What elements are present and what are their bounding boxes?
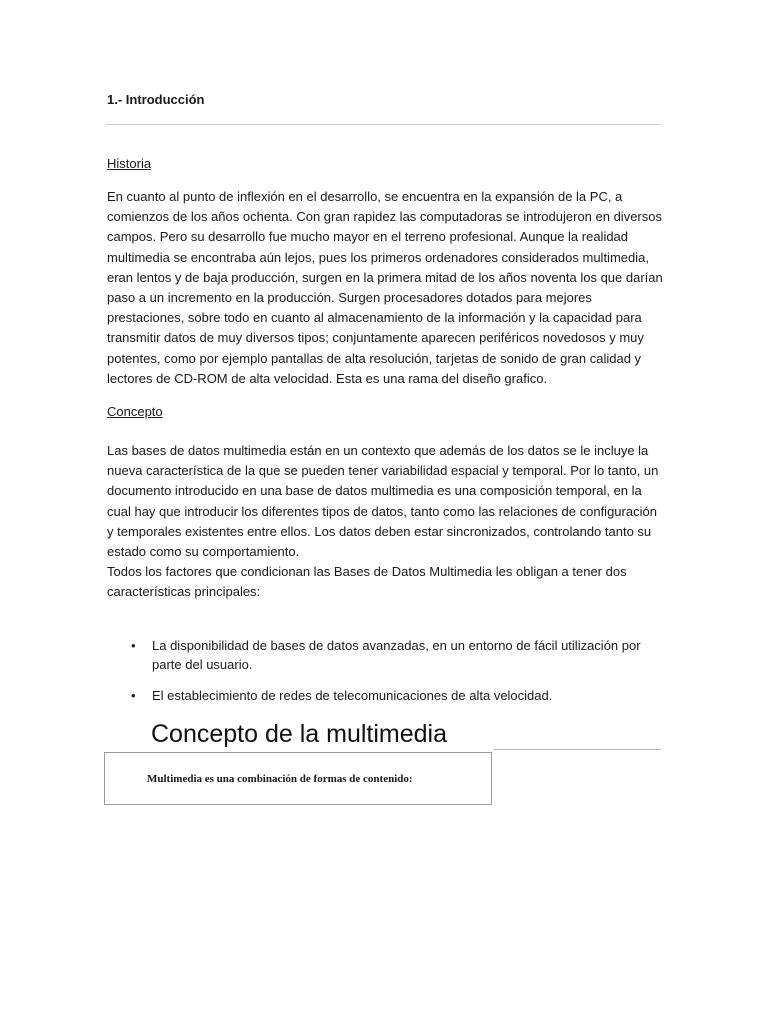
concepto-multimedia-heading: Concepto de la multimedia — [151, 720, 447, 748]
definition-text: Multimedia es una combinación de formas de contenido: — [147, 773, 413, 785]
concepto-paragraph-2: Todos los factores que condicionan las Bases de Datos Multimedia les obligan a tener dos características principales: — [107, 564, 627, 600]
section-divider — [106, 124, 661, 125]
section-title: 1.- Introducción — [107, 92, 205, 107]
concepto-heading: Concepto — [107, 404, 163, 419]
bullet-icon: • — [131, 688, 136, 703]
historia-paragraph: En cuanto al punto de inflexión en el desarrollo, se encuentra en la expansión de la PC, a comienzos de los años ochenta. Con gran rapidez las computadoras se introdujeron en diversos campos. Pero su desarrollo fue mucho mayor en el terreno profesional. Aunque la realidad multimedia se encontraba aún lejos, pues los primeros ordenadores considerados multimedia, eran lentos y de baja producción, surgen en la primera mitad de los años noventa los que darían paso a un incremento en la producción. Surgen procesadores dotados para mejores prestaciones, sobre todo en cuanto al almacenamiento de la información y la capacidad para transmitir datos de muy diversos tipos; conjuntamente aparecen periféricos novedosos y muy potentes, como por ejemplo pantallas de alta resolución, tarjetas de sonido de gran calidad y lectores de CD-ROM de alta velocidad. Esta es una rama del diseño grafico. — [107, 189, 663, 386]
bullet-icon: • — [131, 638, 136, 653]
list-item-text: El establecimiento de redes de telecomunicaciones de alta velocidad. — [152, 688, 553, 703]
characteristics-list — [107, 636, 663, 705]
heading-underline — [494, 749, 661, 750]
list-item — [107, 636, 663, 674]
historia-heading: Historia — [107, 156, 152, 171]
list-item — [107, 686, 663, 705]
list-item-text: La disponibilidad de bases de datos avanzadas, en un entorno de fácil utilización por parte del usuario. — [152, 638, 641, 672]
definition-box — [104, 752, 492, 805]
concepto-paragraph: Las bases de datos multimedia están en un contexto que además de los datos se le incluye la nueva característica de la que se pueden tener variabilidad espacial y temporal. Por lo tanto, un documento introducido en una base de datos multimedia es una composición temporal, en la cual hay que introducir los diferentes tipos de datos, tanto como las relaciones de configuración y temporales existentes entre ellos. Los datos deben estar sincronizados, controlando tanto su estado como su comportamiento. — [107, 443, 659, 560]
